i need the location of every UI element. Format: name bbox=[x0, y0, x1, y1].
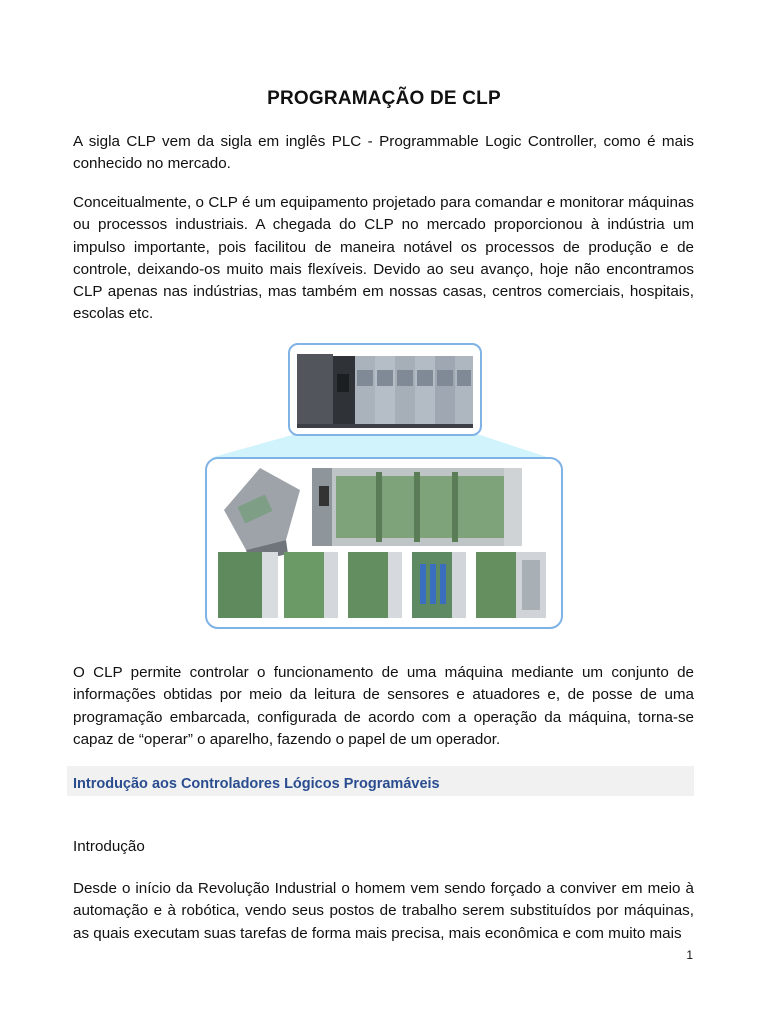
section-heading: Introdução aos Controladores Lógicos Programáveis bbox=[73, 776, 440, 792]
page-number: 1 bbox=[686, 948, 693, 962]
paragraph-concept: Conceitualmente, o CLP é um equipamento projetado para comandar e monitorar máquinas ou processos industriais. A chegada do CLP no mercado proporcionou à indústria um impulso importante, pois facilitou de maneira notável os processos de produção e de controle, deixando-os muito mais flexíveis. Devido ao seu avanço, hoje não encontramos CLP apenas nas indústrias, mas também em nossas casas, centros comerciais, hospitais, escolas etc. bbox=[73, 194, 694, 323]
subheading-introducao: Introdução bbox=[73, 838, 145, 855]
zoom-connector bbox=[210, 435, 550, 458]
io-modules bbox=[218, 552, 546, 618]
paragraph-history: Desde o início da Revolução Industrial o homem vem sendo forçado a conviver em meio à automação e à robótica, vendo seus postos de trabalho serem substituídos por máquinas, as quais executam suas tarefas de forma mais precisa, mais econômica e com muito mais bbox=[73, 880, 694, 942]
assembled-plc-rack bbox=[297, 354, 473, 428]
chassis-backplane bbox=[312, 468, 522, 546]
section-heading-bar bbox=[67, 766, 694, 796]
paragraph-function: O CLP permite controlar o funcionamento de uma máquina mediante um conjunto de informações obtidas por meio da leitura de sensores e atuadores e, de posse de uma programação embarcada, configurada de acordo com a operação da máquina, torna-se capaz de “operar” o aparelho, fazendo o papel de um operador. bbox=[73, 664, 694, 748]
page-title: PROGRAMAÇÃO DE CLP bbox=[267, 88, 501, 109]
plc-illustration bbox=[200, 340, 570, 635]
paragraph-intro: A sigla CLP vem da sigla em inglês PLC - Programmable Logic Controller, como é mais conhecido no mercado. bbox=[73, 133, 694, 173]
